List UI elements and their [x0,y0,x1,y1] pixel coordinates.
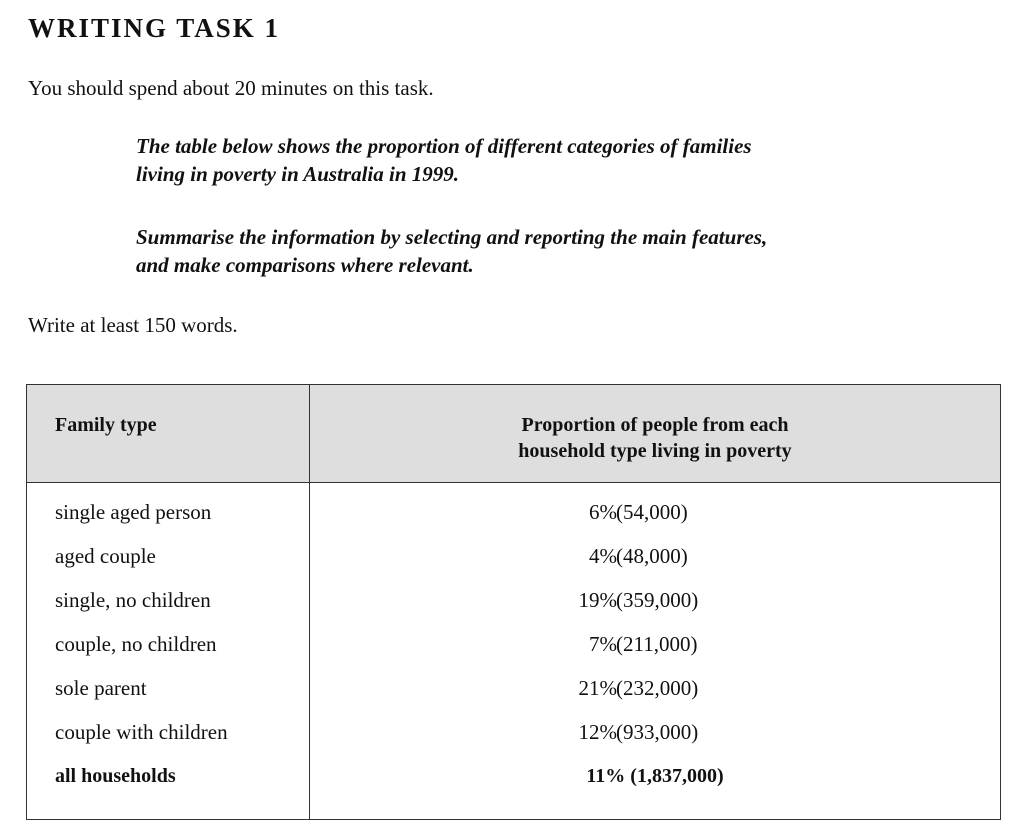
percent-cell: 6% [589,500,617,524]
prompt-line: and make comparisons where relevant. [136,253,474,277]
table-body [27,494,1000,802]
poverty-table [26,384,1001,820]
word-count-instruction: Write at least 150 words. [28,313,238,337]
table-row [27,670,1000,714]
family-type-cell: single aged person [55,500,212,524]
count-cell: (48,000) [616,544,688,568]
task-heading: WRITING TASK 1 [28,13,281,43]
count-cell: (211,000) [616,632,698,656]
table-row-total [27,758,1000,802]
table-row [27,626,1000,670]
percent-cell: 21% [578,676,617,700]
percent-cell: 4% [589,544,617,568]
count-cell: (54,000) [616,500,688,524]
family-type-cell: couple with children [55,720,228,744]
header-proportion-line: household type living in poverty [518,440,792,462]
percent-cell: 12% [578,720,617,744]
family-type-cell: single, no children [55,588,211,612]
percent-cell: 7% [589,632,617,656]
header-proportion-line: Proportion of people from each [521,414,789,436]
table-row [27,538,1000,582]
table-row [27,714,1000,758]
time-instruction: You should spend about 20 minutes on this task. [28,76,434,100]
family-type-cell: aged couple [55,544,156,568]
table-row [27,582,1000,626]
table-row [27,494,1000,538]
count-cell: (933,000) [616,720,699,744]
family-type-cell: sole parent [55,676,147,700]
task-prompt-summary-instruction [136,223,767,279]
count-cell: (359,000) [616,588,699,612]
header-family-type: Family type [55,414,157,436]
percent-cell: 19% [578,588,617,612]
prompt-line: living in poverty in Australia in 1999. [136,162,460,186]
prompt-line: The table below shows the proportion of different categories of families [136,134,752,158]
family-type-cell-total: all households [55,765,176,787]
task-prompt-table-description [136,132,752,188]
total-value-cell: 11% (1,837,000) [586,765,724,787]
prompt-line: Summarise the information by selecting and reporting the main features, [136,225,768,249]
count-cell: (232,000) [616,676,699,700]
header-proportion [310,412,1000,464]
family-type-cell: couple, no children [55,632,217,656]
